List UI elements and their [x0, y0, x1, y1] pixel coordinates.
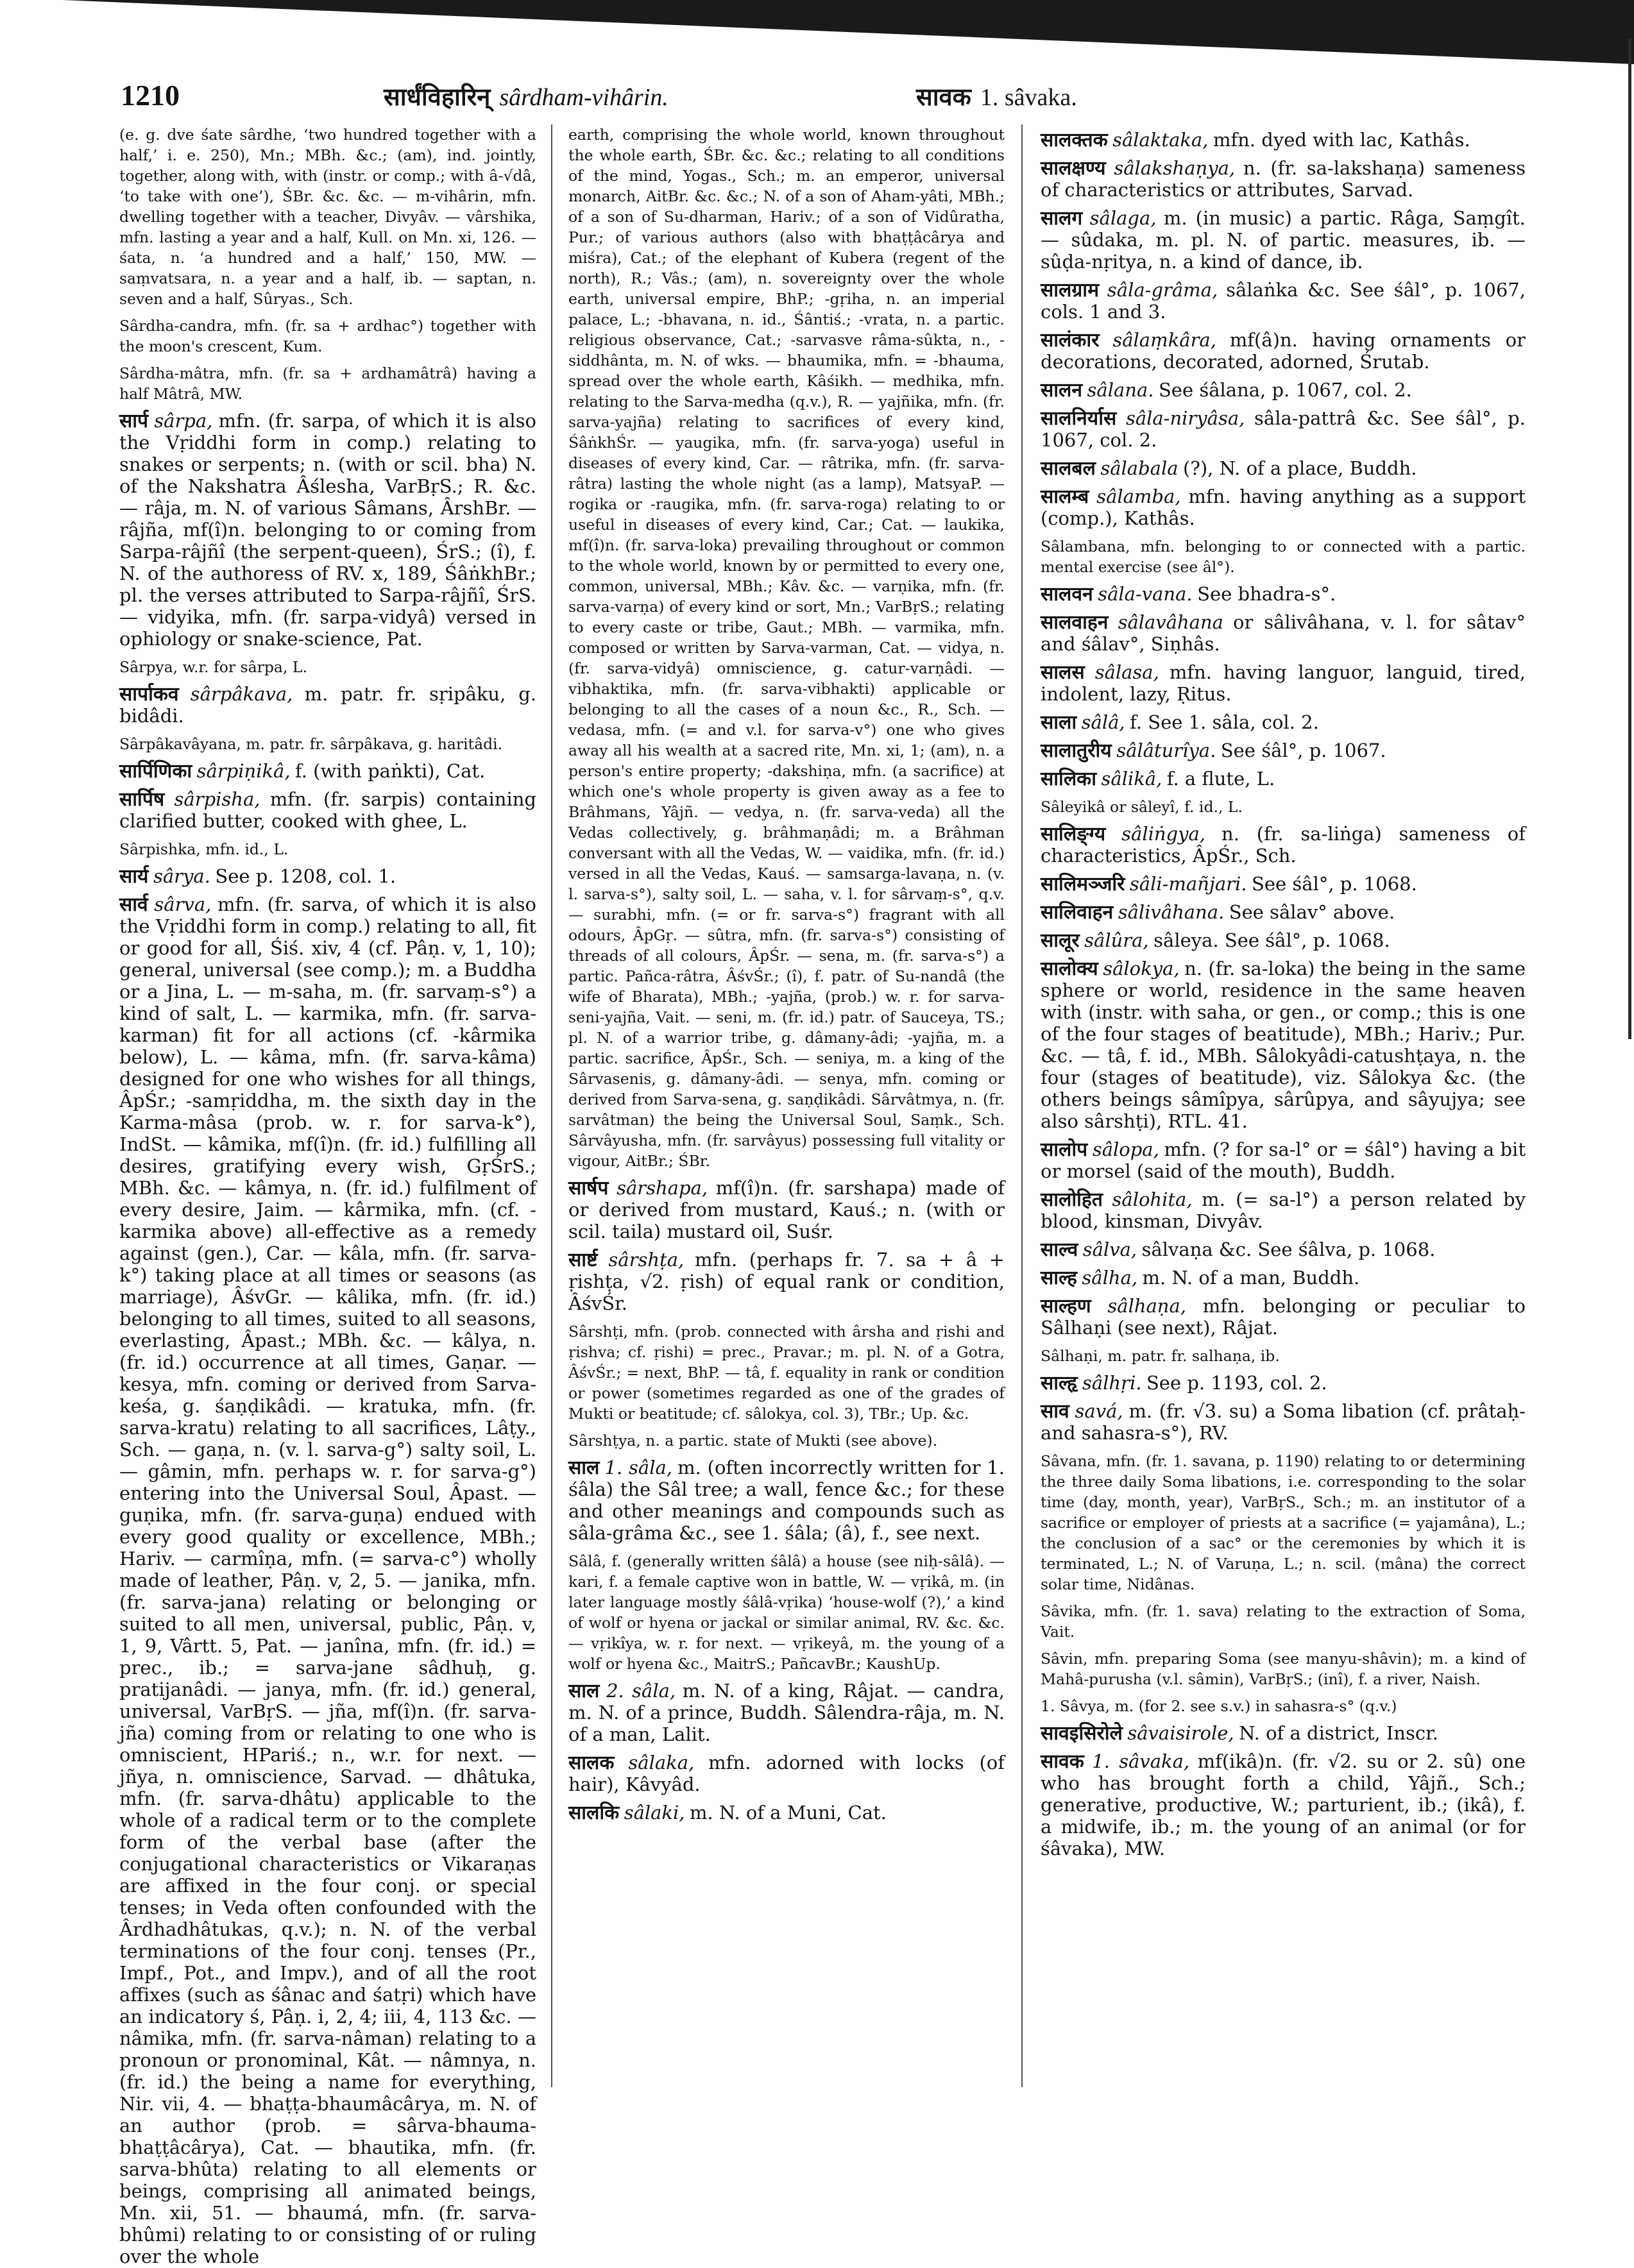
entry-paragraph: [1041, 768, 1526, 790]
dictionary-entry: [1041, 1346, 1526, 1366]
running-head-left: [384, 80, 668, 113]
headword-transliteration: sâlamba,: [1096, 486, 1181, 507]
dictionary-entry: [1041, 158, 1526, 201]
entry-paragraph: [568, 1178, 1005, 1243]
entry-paragraph: [1041, 902, 1526, 924]
entry-definition: mfn. (fr. sarpa, of which it is also the Vṛiddhi form in comp.) relating to snakes or serpents; n. (with or scil. bha) N. of the Nakshatra Âślesha, VarBṛS.; R. &c. — râja, m. N. of various Sâmans, ÂrshBr. — râjña, mf(î)n. belonging to or coming from Sarpa-râjñî (the serpent-queen), ŚrS.; (î), f. N. of the authoress of RV. x, 189, ŚâṅkhBr.; pl. the verses attributed to Sarpa-râjñî, ŚrS. — vidyika, mfn. (fr. sarpa-vidyâ) versed in ophiology or snake-science, Pat.: [119, 410, 536, 650]
headword-devanagari: साल्ह: [1041, 1267, 1077, 1289]
headword-devanagari: सालबल: [1041, 457, 1096, 480]
dictionary-entry: [1041, 768, 1526, 790]
dictionary-entry: [1041, 930, 1526, 952]
headword-devanagari: सार्व: [119, 893, 148, 916]
headword-devanagari: सावइसिरोले: [1041, 1722, 1123, 1745]
entry-definition: n. (fr. sa-liṅga) sameness of characteristics, ÂpŚr., Sch.: [1041, 823, 1526, 867]
entry-paragraph: [1041, 1648, 1526, 1689]
column-3: [1041, 124, 1526, 2087]
headword-transliteration: sâlohita,: [1112, 1189, 1193, 1210]
dictionary-entry: [119, 734, 536, 754]
headword-devanagari: सालक: [568, 1752, 615, 1774]
headword-transliteration: 2. sâla,: [606, 1680, 676, 1702]
dictionary-entry: [568, 1551, 1005, 1674]
headword-devanagari: साला: [1041, 711, 1077, 734]
entry-paragraph: [568, 1249, 1005, 1315]
entry-definition: m. (in music) a partic. Râga, Saṃgît. — sûdaka, m. pl. N. of partic. measures, ib. — sûḍa-nṛitya, n. a kind of dance, ib.: [1041, 207, 1526, 273]
entry-definition: Sâvana, mfn. (fr. 1. savana, p. 1190) relating to or determining the three daily Soma libations, i.e. corresponding to the solar time (day, month, year), VarBṛS., Sch.; m. an institutor of a sacrifice or employer of priests at a sacrifice (= yajamâna), L.; the conclusion of a sac° or the ceremonies by which it is terminated, L.; N. of Varuṇa, L.; n. scil. (mâna) the correct solar time, Nidânas.: [1041, 1452, 1526, 1593]
dictionary-entry: [1041, 1696, 1526, 1716]
dictionary-entry: [1041, 1239, 1526, 1261]
headword-devanagari: सालोहित: [1041, 1189, 1103, 1211]
entry-paragraph: [1041, 280, 1526, 323]
page-header: [121, 76, 1519, 121]
headword-devanagari: सार्पिष: [119, 788, 165, 811]
headword-devanagari: साल: [568, 1680, 600, 1702]
headword-devanagari: सार्षप: [568, 1177, 609, 1199]
headword-transliteration: sâlokya,: [1103, 958, 1180, 979]
headword-devanagari: सालोप: [1041, 1138, 1088, 1161]
headword-devanagari: सार्पिणिका: [119, 760, 192, 783]
dictionary-entry: [1041, 1296, 1526, 1339]
entry-paragraph: [1041, 1239, 1526, 1261]
entry-definition: Sâleyikâ or sâleyî, f. id., L.: [1041, 798, 1243, 816]
entry-definition: m. (= sa-l°) a person related by blood, kinsman, Divyâv.: [1041, 1189, 1526, 1232]
headword-devanagari: सालंकार: [1041, 329, 1100, 351]
entry-definition: N. of a district, Inscr.: [1239, 1722, 1438, 1744]
headword-transliteration: sâlaki,: [624, 1802, 685, 1824]
headword-devanagari: सालक्तक: [1041, 129, 1108, 151]
headword-transliteration: sâlâ,: [1081, 711, 1125, 733]
dictionary-entry: [1041, 536, 1526, 577]
entry-paragraph: [1041, 1601, 1526, 1642]
entry-definition: See śâl°, p. 1067.: [1220, 740, 1386, 761]
headword-devanagari: सालक्षण्य: [1041, 157, 1106, 180]
dictionary-entry: [568, 1321, 1005, 1424]
headword-devanagari: सार्य: [119, 865, 149, 888]
headword-devanagari: साव: [1041, 1400, 1069, 1423]
entry-paragraph: [568, 1321, 1005, 1424]
headword-devanagari: सालवन: [1041, 583, 1093, 605]
scan-edge-line: [1628, 38, 1631, 1039]
running-head-left-devanagari: सार्धंविहारिन्: [384, 83, 491, 111]
headword-devanagari: सालवाहन: [1041, 611, 1109, 634]
column-divider: [1021, 124, 1023, 2087]
headword-transliteration: 1. sâvaka,: [1092, 1750, 1190, 1772]
entry-definition: See śâlana, p. 1067, col. 2.: [1158, 379, 1412, 401]
entry-definition: See p. 1208, col. 1.: [215, 865, 396, 887]
headword-devanagari: सावक: [1041, 1750, 1084, 1773]
dictionary-entry: [1041, 1751, 1526, 1860]
entry-paragraph: [1041, 797, 1526, 817]
entry-definition: (e. g. dve śate sârdhe, ‘two hundred together with a half,’ i. e. 250), Mn.; MBh. &c.; (am), ind. jointly, together, along with, with (instr. or comp.; with â-√dâ, ‘to take with one’), ŚBr. &c. &c. — m-vihârin, mfn. dwelling together with a teacher, Divyâv. — vârshika, mfn. lasting a year and a half, Kull. on Mn. xi, 126. — śata, n. ‘a hundred and a half,’ 150, MW. — saṃvatsara, n. a year and a half, ib. — saptan, n. seven and a half, Sûryas., Sch.: [119, 126, 536, 308]
headword-transliteration: 1. sâla,: [604, 1457, 672, 1478]
entry-definition: f. See 1. sâla, col. 2.: [1130, 711, 1319, 733]
entry-definition: sâla-pattrâ &c. See śâl°, p. 1067, col. 2.: [1041, 407, 1526, 451]
dictionary-entry: [1041, 408, 1526, 452]
entry-paragraph: [1041, 712, 1526, 734]
dictionary-entry: [1041, 1451, 1526, 1595]
dictionary-entry: [568, 1457, 1005, 1544]
entry-paragraph: [119, 734, 536, 754]
dictionary-entry: [119, 866, 536, 888]
running-head-left-text: sârdham-vihârin.: [499, 84, 668, 111]
running-head-right: [916, 80, 1077, 113]
entry-paragraph: [1041, 158, 1526, 201]
dictionary-entry: [1041, 330, 1526, 373]
dictionary-entry: [568, 124, 1005, 1171]
entry-paragraph: [1041, 486, 1526, 530]
entry-paragraph: [119, 894, 536, 2268]
headword-devanagari: सालूर: [1041, 929, 1080, 952]
headword-devanagari: साल्हण: [1041, 1295, 1091, 1317]
entry-definition: mfn. adorned with locks (of hair), Kâvyâd.: [568, 1752, 1005, 1795]
dictionary-entry: [1041, 458, 1526, 480]
headword-transliteration: sârpa,: [154, 410, 213, 432]
entry-definition: m. N. of a man, Buddh.: [1142, 1267, 1360, 1289]
column-1: [119, 124, 536, 2267]
dictionary-entry: [1041, 874, 1526, 895]
headword-transliteration: sâlana.: [1087, 379, 1154, 401]
entry-paragraph: [1041, 458, 1526, 480]
entry-definition: or sâlivâhana, v. l. for sâtav° and śâlav°, Siṇhâs.: [1041, 611, 1526, 655]
entry-definition: Sârpâkavâyana, m. patr. fr. sârpâkava, g. haritâdi.: [119, 735, 503, 753]
dictionary-entry: [1041, 1723, 1526, 1745]
entry-definition: Sâlambana, mfn. belonging to or connected with a partic. mental exercise (see âl°).: [1041, 537, 1526, 576]
entry-paragraph: [1041, 958, 1526, 1133]
entry-definition: 1. Sâvya, m. (for 2. see s.v.) in sahasra-s° (q.v.): [1041, 1697, 1397, 1715]
entry-definition: mfn. having languor, languid, tired, indolent, lazy, Ṛitus.: [1041, 661, 1526, 705]
entry-definition: f. a flute, L.: [1166, 768, 1275, 790]
dictionary-entry: [119, 316, 536, 357]
dictionary-entry: [1041, 902, 1526, 924]
entry-definition: Sâlhaṇi, m. patr. fr. salhaṇa, ib.: [1041, 1347, 1280, 1365]
entry-definition: mfn. (fr. sarpis) containing clarified butter, cooked with ghee, L.: [119, 788, 536, 832]
headword-devanagari: सालिवाहन: [1041, 901, 1114, 924]
entry-definition: mfn. having anything as a support (comp.), Kathâs.: [1041, 486, 1526, 529]
entry-paragraph: [1041, 930, 1526, 952]
entry-paragraph: [568, 1430, 1005, 1451]
dictionary-entry: [568, 1178, 1005, 1243]
entry-paragraph: [1041, 408, 1526, 452]
entry-paragraph: [119, 316, 536, 357]
dictionary-entry: [1041, 1139, 1526, 1183]
entry-paragraph: [119, 761, 536, 783]
entry-definition: See bhadra-s°.: [1197, 583, 1336, 605]
entry-definition: Sârshṭya, n. a partic. state of Mukti (see above).: [568, 1432, 938, 1450]
entry-paragraph: [119, 657, 536, 677]
entry-definition: sâleya. See śâl°, p. 1068.: [1153, 929, 1390, 951]
headword-transliteration: sâla-grâma,: [1107, 279, 1218, 301]
entry-paragraph: [1041, 1751, 1526, 1860]
headword-transliteration: sârshapa,: [617, 1177, 708, 1199]
scan-dark-corner: [62, 0, 1634, 64]
entry-paragraph: [1041, 1346, 1526, 1366]
dictionary-entry: [1041, 1601, 1526, 1642]
headword-transliteration: sâlavâhana: [1118, 611, 1223, 633]
entry-paragraph: [119, 124, 536, 309]
dictionary-entry: [1041, 1267, 1526, 1289]
entry-paragraph: [1041, 1401, 1526, 1444]
dictionary-entry: [119, 761, 536, 783]
entry-paragraph: [1041, 208, 1526, 273]
entry-definition: earth, comprising the whole world, known throughout the whole earth, ŚBr. &c. &c.; relating to all conditions of the mind, Yogas., Sch.; m. an emperor, universal monarch, AitBr. &c. &c.; N. of a son of Aham-yâti, MBh.; of a son of Su-dharman, Hariv.; of a son of Vidûratha, Pur.; of various authors (also with bhaṭṭâcârya and miśra), Cat.; of the elephant of Kubera (regent of the north), R.; Vâs.; (am), n. sovereignty over the whole earth, universal empire, BhP.; -gṛiha, n. an imperial palace, L.; -bhavana, n. id., Śântiś.; -vrata, n. a partic. religious observance, Cat.; -sarvasve râma-sûkta, n., -siddhânta, m. N. of wks. — bhaumika, mfn. = -bhauma, spread over the whole earth, Kâśikh. — medhika, mfn. relating to the Sarva-medha (q.v.), R. — yajñika, mfn. (fr. sarva-yajña) relating to sacrifices of every kind, ŚâṅkhŚr. — yaugika, mfn. (fr. sarva-yoga) useful in diseases of every kind, Car. — râtrika, mfn. (fr. sarva-râtra) lasting the whole night (as a lamp), MatsyaP. — rogika or -raugika, mfn. (fr. sarva-roga) relating to or useful in diseases of every kind, Car.; Cat. — laukika, mf(î)n. (fr. sarva-loka) prevailing throughout or common to the whole world, known by or permitted to every one, common, universal, MBh.; Kâv. &c. — varṇika, mfn. (fr. sarva-varṇa) of every kind or sort, Mn.; VarBṛS.; relating to every caste or tribe, Gaut.; MBh. — varmika, mfn. composed or written by Sarva-varman, Cat. — vidya, n. (fr. sarva-vidyâ) omniscience, g. catur-varṇâdi. — vibhaktika, mfn. (fr. sarva-vibhakti) applicable or belonging to all the cases of a noun &c., R., Sch. — vedasa, mfn. (= and v.l. for sarva-v°) one who gives away all his wealth at a sacred rite, Mn. xi, 1; (am), n. a person's entire property; -dakshiṇa, mfn. (a sacrifice) at which one's whole property is given away as a fee to Brâhmans, Yâjñ. — vedya, n. (fr. sarva-veda) all the Vedas collectively, g. brâhmaṇâdi; m. a Brâhman conversant with all the Vedas, W. — vaidika, mfn. (fr. id.) versed in all the Vedas, Kauś. — samsarga-lavaṇa, n. (v. l. sarva-s°), salty soil, L. — saha, v. l. for sârvaṃ-s°, q.v. — surabhi, mfn. (= or fr. sarva-s°) fragrant with all odours, ÂpGṛ. — sûtra, mfn. (fr. sarva-s°) consisting of threads of all colours, ÂpŚr. — sena, m. (fr. sarva-s°) a partic. Pañca-râtra, ÂśvŚr.; (î), f. patr. of Su-nandâ (the wife of Bharata), MBh.; -yajña, (prob.) w. r. for sarva-seni-yajña, Vait. — seni, m. (fr. id.) patr. of Sauceya, TS.; pl. N. of a warrior tribe, g. dâmany-âdi; -yajña, m. a partic. sacrifice, ÂpŚr., Sch. — seniya, m. a king of the Sârvasenis, g. dâmany-âdi. — senya, mfn. coming or derived from Sarva-sena, g. saṇḍikâdi. Sârvâtmya, n. (fr. sarvâtman) the being the Universal Soul, Saṃk., Sch. Sârvâyusha, mfn. (fr. sarvâyus) possessing full vitality or vigour, AitBr.; ŚBr.: [568, 126, 1005, 1170]
headword-devanagari: सालकि: [568, 1802, 620, 1824]
entry-paragraph: [1041, 1723, 1526, 1745]
entry-definition: (?), N. of a place, Buddh.: [1183, 457, 1417, 479]
dictionary-entry: [1041, 958, 1526, 1133]
headword-transliteration: sâlakshaṇya,: [1114, 157, 1236, 179]
entry-definition: Sârdha-candra, mfn. (fr. sa + ardhac°) together with the moon's crescent, Kum.: [119, 317, 536, 355]
entry-definition: See sâlav° above.: [1229, 901, 1395, 923]
entry-definition: m. (fr. √3. su) a Soma libation (cf. prâtaḥ- and sahasra-s°), RV.: [1041, 1400, 1526, 1444]
headword-transliteration: sâvaisirole,: [1127, 1722, 1234, 1744]
dictionary-entry: [119, 410, 536, 650]
headword-transliteration: sârpiṇikâ,: [196, 760, 291, 782]
entry-paragraph: [1041, 330, 1526, 373]
headword-transliteration: sâlhṛi.: [1082, 1372, 1142, 1394]
entry-paragraph: [568, 1680, 1005, 1746]
headword-devanagari: सालम्ब: [1041, 486, 1089, 508]
entry-definition: See p. 1193, col. 2.: [1146, 1372, 1327, 1394]
headword-devanagari: सालिका: [1041, 768, 1096, 790]
entry-paragraph: [1041, 1373, 1526, 1394]
entry-paragraph: [1041, 874, 1526, 895]
dictionary-columns: [119, 124, 1526, 2267]
entry-definition: mf(î)n. (fr. sarshapa) made of or derived from mustard, Kauś.; n. (with or scil. taila) mustard oil, Suśr.: [568, 1177, 1005, 1242]
headword-devanagari: सालग्राम: [1041, 279, 1100, 301]
headword-transliteration: sâla-niryâsa,: [1125, 407, 1245, 429]
dictionary-entry: [119, 363, 536, 404]
headword-devanagari: सालोक्य: [1041, 958, 1098, 980]
entry-paragraph: [568, 124, 1005, 1171]
headword-transliteration: sâlha,: [1082, 1267, 1138, 1289]
entry-paragraph: [1041, 662, 1526, 706]
entry-definition: mfn. (perhaps fr. 7. sa + â + ṛishṭa, √2. ṛish) of equal rank or condition, ÂśvŚr.: [568, 1249, 1005, 1314]
dictionary-entry: [1041, 612, 1526, 656]
headword-devanagari: साल: [568, 1457, 600, 1479]
column-divider: [551, 124, 552, 2087]
headword-transliteration: sâlâturîya.: [1116, 740, 1216, 761]
entry-definition: m. N. of a Muni, Cat.: [689, 1802, 887, 1824]
headword-devanagari: साल्हृ: [1041, 1372, 1078, 1394]
column-2: [568, 124, 1005, 2087]
entry-paragraph: [568, 1551, 1005, 1674]
headword-devanagari: सालन: [1041, 379, 1083, 402]
entry-definition: Sârpishka, mfn. id., L.: [119, 840, 289, 858]
dictionary-entry: [1041, 1373, 1526, 1394]
headword-devanagari: सालस: [1041, 661, 1085, 684]
entry-definition: mfn. dyed with lac, Kathâs.: [1213, 129, 1470, 151]
entry-definition: sâlvaṇa &c. See śâlva, p. 1068.: [1141, 1239, 1436, 1260]
headword-transliteration: sâlasa,: [1094, 661, 1159, 683]
dictionary-entry: [1041, 740, 1526, 762]
dictionary-entry: [568, 1680, 1005, 1746]
dictionary-entry: [119, 124, 536, 309]
headword-transliteration: sâlabala: [1100, 457, 1179, 479]
dictionary-entry: [1041, 486, 1526, 530]
entry-paragraph: [1041, 380, 1526, 402]
headword-devanagari: सालनिर्यास: [1041, 407, 1117, 430]
entry-paragraph: [1041, 1296, 1526, 1339]
headword-transliteration: sâlhaṇa,: [1107, 1295, 1186, 1317]
entry-definition: m. (often incorrectly written for 1. śâla) the Sâl tree; a wall, fence &c.; for these and other meanings and compounds such as sâla-grâma &c., see 1. śâla; (â), f., see next.: [568, 1457, 1005, 1544]
dictionary-entry: [1041, 712, 1526, 734]
entry-paragraph: [119, 839, 536, 859]
dictionary-entry: [1041, 797, 1526, 817]
entry-paragraph: [1041, 1696, 1526, 1716]
headword-devanagari: सालिङ्ग्य: [1041, 823, 1106, 845]
headword-transliteration: sâla-vana.: [1098, 583, 1193, 605]
headword-transliteration: sârpâkava,: [190, 683, 293, 705]
entry-paragraph: [1041, 612, 1526, 656]
headword-transliteration: sâliṅgya,: [1121, 823, 1205, 845]
headword-transliteration: sârshṭa,: [608, 1249, 685, 1271]
entry-paragraph: [1041, 536, 1526, 577]
headword-transliteration: sâlaktaka,: [1112, 129, 1209, 151]
dictionary-entry: [568, 1249, 1005, 1315]
entry-definition: mfn. belonging or peculiar to Sâlhaṇi (see next), Râjat.: [1041, 1295, 1526, 1339]
dictionary-entry: [119, 684, 536, 727]
headword-devanagari: सार्प: [119, 410, 149, 432]
entry-paragraph: [1041, 584, 1526, 605]
running-head-right-devanagari: सावक: [916, 83, 971, 111]
headword-transliteration: sâlikâ,: [1101, 768, 1162, 790]
headword-transliteration: sâlaga,: [1089, 207, 1157, 229]
headword-transliteration: sâlûra,: [1084, 929, 1149, 951]
dictionary-entry: [119, 657, 536, 677]
dictionary-entry: [1041, 208, 1526, 273]
dictionary-entry: [1041, 1401, 1526, 1444]
headword-transliteration: sârya.: [153, 865, 210, 887]
entry-definition: f. (with paṅkti), Cat.: [295, 760, 486, 782]
entry-paragraph: [1041, 1451, 1526, 1595]
headword-devanagari: सार्ष्ट: [568, 1249, 598, 1271]
entry-paragraph: [1041, 824, 1526, 867]
entry-paragraph: [1041, 740, 1526, 762]
dictionary-entry: [1041, 662, 1526, 706]
headword-devanagari: सार्पाकव: [119, 683, 179, 706]
entry-definition: Sâvika, mfn. (fr. 1. sava) relating to the extraction of Soma, Vait.: [1041, 1602, 1526, 1641]
headword-devanagari: सालिमञ्जरि: [1041, 873, 1125, 895]
running-head-right-text: 1. sâvaka.: [980, 84, 1077, 111]
entry-paragraph: [1041, 1267, 1526, 1289]
dictionary-entry: [1041, 824, 1526, 867]
headword-transliteration: sârpisha,: [174, 788, 260, 810]
entry-definition: Sârshṭi, mfn. (prob. connected with ârsha and ṛishi and ṛishva; cf. ṛishi) = prec., Pravar.; m. pl. N. of a Gotra, ÂśvŚr.; = next, BhP. — tâ, f. equality in rank or condition or power (sometimes regarded as one of the grades of Mukti or beatitude; cf. sâlokya, col. 3), TBr.; Up. &c.: [568, 1323, 1005, 1423]
entry-paragraph: [568, 1802, 1005, 1824]
entry-paragraph: [1041, 1139, 1526, 1183]
dictionary-entry: [119, 894, 536, 2268]
dictionary-entry: [568, 1802, 1005, 1824]
entry-paragraph: [119, 410, 536, 650]
entry-definition: mfn. (? for sa-l° or = śâl°) having a bit or morsel (said of the mouth), Buddh.: [1041, 1138, 1526, 1182]
entry-paragraph: [568, 1457, 1005, 1544]
headword-transliteration: sâli-mañjari.: [1129, 873, 1247, 895]
entry-definition: Sâlâ, f. (generally written śâlâ) a house (see niḥ-sâlâ). — kari, f. a female captive won in battle, W. — vṛikâ, m. (in later language mostly śâlâ-vṛika) ‘house-wolf (?),’ a kind of wolf or hyena or jackal or similar animal, RV. &c. &c. — vṛikîya, w. r. for next. — vṛikeyâ, m. the young of a wolf or hyena &c., MaitrS.; PañcavBr.; KaushUp.: [568, 1552, 1005, 1673]
dictionary-entry: [1041, 380, 1526, 402]
entry-paragraph: [119, 684, 536, 727]
entry-paragraph: [1041, 130, 1526, 151]
dictionary-entry: [1041, 130, 1526, 151]
headword-transliteration: sâlivâhana.: [1118, 901, 1225, 923]
entry-definition: mf(ikâ)n. (fr. √2. su or 2. sû) one who has brought forth a child, Yâjñ., Sch.; generative, productive, W.; parturient, ib.; (ikâ), f. a midwife, ib.; m. the young of an animal (or for śâvaka), MW.: [1041, 1750, 1526, 1859]
entry-definition: mfn. (fr. sarva, of which it is also the Vṛiddhi form in comp.) relating to all, fit or good for all, Śiś. xiv, 4 (cf. Pâṇ. v, 1, 10); general, universal (see comp.); m. a Buddha or a Jina, L. — m-saha, m. (fr. sarvaṃ-s°) a kind of salt, L. — karmika, mfn. (fr. sarva-karman) fit for all actions (cf. -kârmika below), L. — kâma, mfn. (fr. sarva-kâma) designed for one who wishes for all things, ÂpŚr.; -samṛiddha, m. the sixth day in the Karma-mâsa (prob. w. r. for sarva-k°), IndSt. — kâmika, mf(î)n. (fr. id.) fulfilling all desires, gratifying every wish, GṛŚrS.; MBh. &c. — kâmya, n. (fr. id.) fulfilment of every desire, Jaim. — kârmika, mfn. (cf. -karmika above) all-effective as a remedy against (gen.), Car. — kâla, mfn. (fr. sarva-k°) taking place at all times or seasons (as marriage), ÂśvGr. — kâlika, mfn. (fr. id.) belonging to all times, suited to all seasons, everlasting, Âpast.; MBh. &c. — kâlya, n. (fr. id.) occurrence at all times, Gaṇar. — kesya, mfn. coming or derived from Sarva-keśa, g. śaṇḍikâdi. — kratuka, mfn. (fr. sarva-kratu) relating to all sacrifices, Lâṭy., Sch. — gaṇa, n. (v. l. sarva-g°) salty soil, L. — gâmin, mfn. perhaps w. r. for sarva-g°) entering into the Universal Soul, Âpast. — guṇika, mfn. (fr. sarva-guṇa) endued with every good quality or excellence, MBh.; Hariv. — carmîṇa, mfn. (= sarva-c°) wholly made of leather, Pâṇ. v, 2, 5. — janika, mfn. (fr. sarva-jana) relating or belonging or suited to all men, universal, public, Pâṇ. v, 1, 9, Vârtt. 5, Pat. — janîna, mfn. (fr. id.) = prec., ib.; = sarva-jane sâdhuḥ, g. pratijanâdi. — janya, mfn. (fr. id.) general, universal, VarBṛS. — jña, mf(î)n. (fr. sarva-jña) coming from or relating to one who is omniscient, HPariś.; n., w.r. for next. — jñya, n. omniscience, Sarvad. — dhâtuka, mfn. (fr. sarva-dhâtu) applicable to the whole of a radical term or to the complete form of the verbal base (after the conjugational characteristics or Vikaraṇas are affixed in the four conj. or special tenses; in Veda often confounded with the Ârdhadhâtukas, q.v.); n. N. of the verbal terminations of the four conj. tenses (Pr., Impf., Pot., and Impv.), and of all the root affixes (such as śânac and śatṛi) which have an indicatory ś, Pâṇ. i, 2, 4; iii, 4, 113 &c. — nâmika, mfn. (fr. sarva-nâman) relating to a pronoun or pronominal, Kât. — nâmnya, n. (fr. id.) the being a name for everything, Nir. vii, 4. — bhaṭṭa-bhaumâcârya, m. N. of an author (prob. = sârva-bhauma-bhaṭṭâcârya), Cat. — bhautika, mfn. (fr. sarva-bhûta) relating to all elements or beings, comprising all animated beings, Mn. xii, 51. — bhaumá, mfn. (fr. sarva-bhûmi) relating to or consisting of or ruling over the whole: [119, 893, 536, 2267]
entry-definition: sâlaṅka &c. See śâl°, p. 1067, cols. 1 and 3.: [1041, 279, 1526, 323]
dictionary-entry: [1041, 584, 1526, 605]
entry-definition: Sârdha-mâtra, mfn. (fr. sa + ardhamâtrâ) having a half Mâtrâ, MW.: [119, 364, 536, 403]
dictionary-entry: [568, 1752, 1005, 1796]
page-number: 1210: [121, 79, 180, 112]
entry-paragraph: [568, 1752, 1005, 1796]
headword-transliteration: savá,: [1075, 1400, 1123, 1422]
headword-transliteration: sâlva,: [1082, 1239, 1137, 1260]
headword-devanagari: सालातुरीय: [1041, 740, 1112, 762]
entry-paragraph: [119, 789, 536, 833]
entry-definition: See śâl°, p. 1068.: [1252, 873, 1417, 895]
entry-definition: mf(â)n. having ornaments or decorations, decorated, adorned, Śrutab.: [1041, 329, 1526, 373]
entry-definition: m. patr. fr. sṛipâku, g. bidâdi.: [119, 683, 536, 727]
entry-paragraph: [1041, 1189, 1526, 1233]
headword-devanagari: साल्व: [1041, 1239, 1078, 1261]
headword-transliteration: sâlopa,: [1092, 1138, 1159, 1160]
entry-paragraph: [119, 866, 536, 888]
entry-definition: Sâvin, mfn. preparing Soma (see manyu-shâvin); m. a kind of Mahâ-purusha (v.l. sâmin), VarBṛS.; (inî), f. a river, Naish.: [1041, 1650, 1526, 1688]
headword-transliteration: sârva,: [154, 893, 212, 915]
dictionary-entry: [1041, 1648, 1526, 1689]
headword-transliteration: sâlaṃkâra,: [1112, 329, 1216, 351]
dictionary-entry: [119, 839, 536, 859]
entry-paragraph: [119, 363, 536, 404]
entry-definition: n. (fr. sa-loka) the being in the same sphere or world, residence in the same heaven with (instr. with saha, or gen., or comp.; this is one of the four stages of beatitude), MBh.; Hariv.; Pur. &c. — tâ, f. id., MBh. Sâlokyâdi-catushṭaya, n. the four (stages of beatitude), viz. Sâlokya &c. (the others beings sâmîpya, sârûpya, and sâyujya; see also sârshṭi), RTL. 41.: [1041, 958, 1526, 1132]
headword-devanagari: सालग: [1041, 207, 1083, 230]
headword-transliteration: sâlaka,: [628, 1752, 695, 1773]
dictionary-entry: [1041, 280, 1526, 323]
dictionary-entry: [119, 789, 536, 833]
dictionary-entry: [1041, 1189, 1526, 1233]
dictionary-entry: [568, 1430, 1005, 1451]
entry-definition: Sârpya, w.r. for sârpa, L.: [119, 658, 307, 676]
entry-definition: n. (fr. sa-lakshaṇa) sameness of characteristics or attributes, Sarvad.: [1041, 157, 1526, 201]
entry-definition: m. N. of a king, Râjat. — candra, m. N. of a prince, Buddh. Sâlendra-râja, m. N. of a man, Lalit.: [568, 1680, 1005, 1745]
